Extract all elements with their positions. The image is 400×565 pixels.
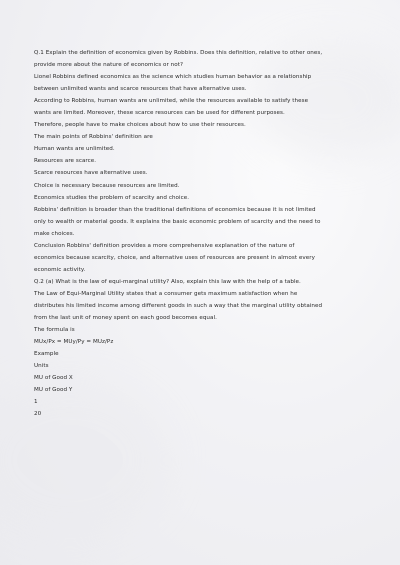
text-line: The Law of Equi-Marginal Utility states that a consumer gets maximum satisfaction when he [34,290,298,297]
text-line: Q.2 (a) What is the law of equi-marginal utility? Also, explain this law with the help of a table. [34,278,301,285]
text-line: provide more about the nature of economics or not? [34,62,184,69]
text-line: Example [34,351,59,358]
text-line: According to Robbins, human wants are unlimited, while the resources available to satisfy these [34,98,309,105]
text-line: The main points of Robbins' definition are [34,134,153,141]
text-line: between unlimited wants and scarce resources that have alternative uses. [34,86,247,93]
text-line: MUx/Px = MUy/Py = MUz/Pz [34,339,114,346]
text-line: Human wants are unlimited. [34,146,115,153]
text-line: from the last unit of money spent on each good becomes equal. [34,315,217,322]
text-line: Economics studies the problem of scarcity and choice. [34,194,190,201]
text-line: Lionel Robbins defined economics as the science which studies human behavior as a relationship [34,74,312,81]
text-line: Robbins' definition is broader than the traditional definitions of economics because it is not limited [34,206,316,213]
text-line: only to wealth or material goods. It explains the basic economic problem of scarcity and the need to [34,218,321,225]
text-line: MU of Good Y [34,387,73,394]
text-line: The formula is [34,327,75,334]
text-line: 20 [34,411,42,418]
text-line: 1 [34,399,38,406]
text-line: Choice is necessary because resources are limited. [34,182,180,189]
text-line: wants are limited. Moreover, these scarce resources can be used for different purposes. [34,110,285,117]
text-line: Q.1 Explain the definition of economics given by Robbins. Does this definition, relative to other ones, [34,50,323,56]
text-line: MU of Good X [34,375,73,382]
text-line: Units [34,363,49,370]
text-line: distributes his limited income among different goods in such a way that the marginal utility obtained [34,302,323,309]
text-line: Conclusion Robbins' definition provides a more comprehensive explanation of the nature of [34,242,295,249]
text-line: Therefore, people have to make choices about how to use their resources. [34,122,246,129]
text-line: Scarce resources have alternative uses. [34,170,148,177]
text-line: economic activity. [34,266,86,273]
text-line: economics because scarcity, choice, and alternative uses of resources are present in almost every [34,254,315,261]
text-line: make choices. [34,230,75,237]
text-line: Resources are scarce. [34,158,97,165]
